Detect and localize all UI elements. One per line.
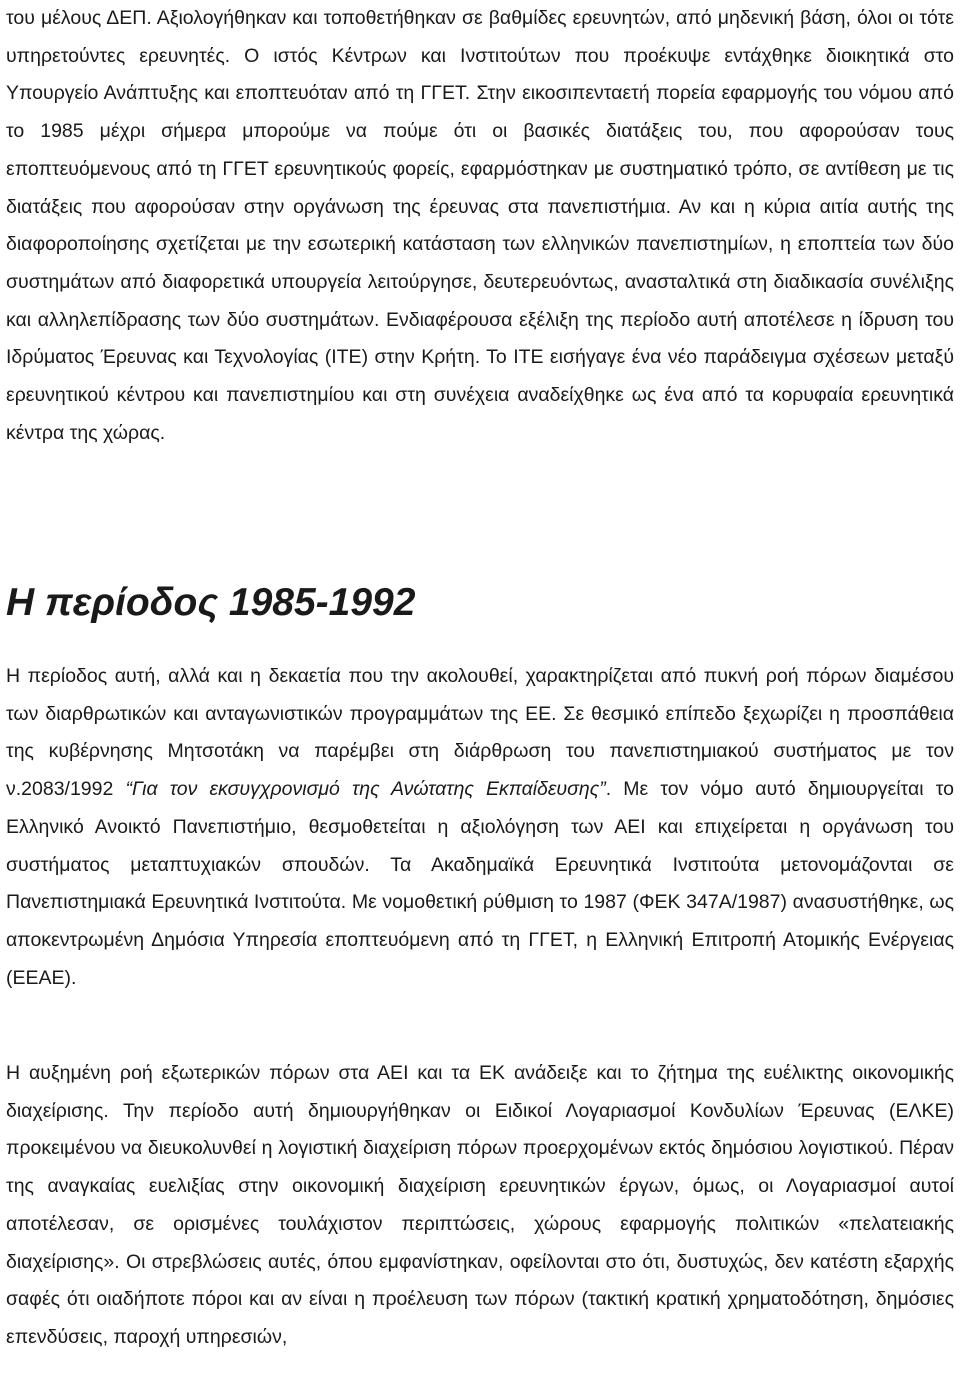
paragraph-text: Η περίοδος αυτή, αλλά και η δεκαετία που την ακολουθεί, χαρακτηρίζεται από πυκνή ροή πόρων διαμέσου των διαρθρωτικών και ανταγωνιστικών προγραμμάτων της ΕΕ. Σε θεσμικό επίπεδο ξεχωρίζει η προσπάθεια της κυβέρνησης Μητσοτάκη να παρέμβει στη διάρθρωση του πανεπιστημιακού συστήματος με τον ν.2083/1992 (6, 665, 954, 801)
law-title-italic: “Για τον εκσυγχρονισμό της Ανώτατης Εκπαίδευσης” (125, 778, 606, 801)
document-page (6, 0, 954, 1383)
intro-paragraph: του μέλους ΔΕΠ. Αξιολογήθηκαν και τοποθετήθηκαν σε βαθμίδες ερευνητών, από μηδενική βάση, όλοι οι τότε υπηρετούντες ερευνητές. Ο ιστός Κέντρων και Ινστιτούτων που προέκυψε εντάχθηκε διοικητικά στο Υπουργείο Ανάπτυξης και εποπτευόταν από τη ΓΓΕΤ. Στην εικοσιπενταετή πορεία εφαρμογής του νόμου από το 1985 μέχρι σήμερα μπορούμε να πούμε ότι οι βασικές διατάξεις του, που αφορούσαν τους εποπτευόμενους από τη ΓΓΕΤ ερευνητικούς φορείς, εφαρμόστηκαν με συστηματικό τρόπο, σε αντίθεση με τις διατάξεις που αφορούσαν στην οργάνωση της έρευνας στα πανεπιστήμια. Αν και η κύρια αιτία αυτής της διαφοροποίησης σχετίζεται με την εσωτερική κατάσταση των ελληνικών πανεπιστημίων, η εποπτεία των δύο συστημάτων από διαφορετικά υπουργεία λειτούργησε, δευτερευόντως, ανασταλτικά στη διαδικασία συνέλιξης και αλληλεπίδρασης των δύο συστημάτων. Ενδιαφέρουσα εξέλιξη της περίοδο αυτή αποτέλεσε η ίδρυση του Ιδρύματος Έρευνας και Τεχνολογίας (ΙΤΕ) στην Κρήτη. Το ΙΤΕ εισήγαγε ένα νέο παράδειγμα σχέσεων μεταξύ ερευνητικού κέντρου και πανεπιστημίου και στη συνέχεια αναδείχθηκε ως ένα από τα κορυφαία ερευνητικά κέντρα της χώρας. (6, 7, 954, 444)
section-paragraph-2-block (6, 1055, 954, 1357)
section-paragraph-1 (6, 658, 954, 997)
section-paragraph-1-block (6, 658, 954, 997)
section-paragraph-2: Η αυξημένη ροή εξωτερικών πόρων στα ΑΕΙ και τα ΕΚ ανάδειξε και το ζήτημα της ευέλικτης οικονομικής διαχείρισης. Την περίοδο αυτή δημιουργήθηκαν οι Ειδικοί Λογαριασμοί Κονδυλίων Έρευνας (ΕΛΚΕ) προκειμένου να διευκολυνθεί η λογιστική διαχείριση πόρων προερχομένων εκτός δημόσιου λογιστικού. Πέραν της αναγκαίας ευελιξίας στην οικονομική διαχείριση ερευνητικών έργων, όμως, οι Λογαριασμοί αυτοί αποτέλεσαν, σε ορισμένες τουλάχιστον περιπτώσεις, χώρους εφαρμογής πολιτικών «πελατειακής διαχείρισης». Οι στρεβλώσεις αυτές, όπου εμφανίστηκαν, οφείλονται στο ότι, δυστυχώς, δεν κατέστη εξαρχής σαφές ότι οιαδήποτε πόροι και αν είναι η προέλευση των πόρων (τακτική κρατική χρηματοδότηση, δημόσιες επενδύσεις, παροχή υπηρεσιών, (6, 1062, 954, 1348)
section-heading: Η περίοδος 1985-1992 (6, 581, 416, 624)
paragraph-text-continued: . Με τον νόμο αυτό δημιουργείται το Ελληνικό Ανοικτό Πανεπιστήμιο, θεσμοθετείται η αξιολόγηση των ΑΕΙ και επιχείρεται η οργάνωση του συστήματος μεταπτυχιακών σπουδών. Τα Ακαδημαϊκά Ερευνητικά Ινστιτούτα μετονομάζονται σε Πανεπιστημιακά Ερευνητικά Ινστιτούτα. Με νομοθετική ρύθμιση το 1987 (ΦΕΚ 347Α/1987) ανασυστήθηκε, ως αποκεντρωμένη Δημόσια Υπηρεσία εποπτευόμενη από τη ΓΓΕΤ, η Ελληνική Επιτροπή Ατομικής Ενέργειας (ΕΕΑΕ). (6, 778, 954, 989)
intro-paragraph-block (6, 0, 954, 452)
